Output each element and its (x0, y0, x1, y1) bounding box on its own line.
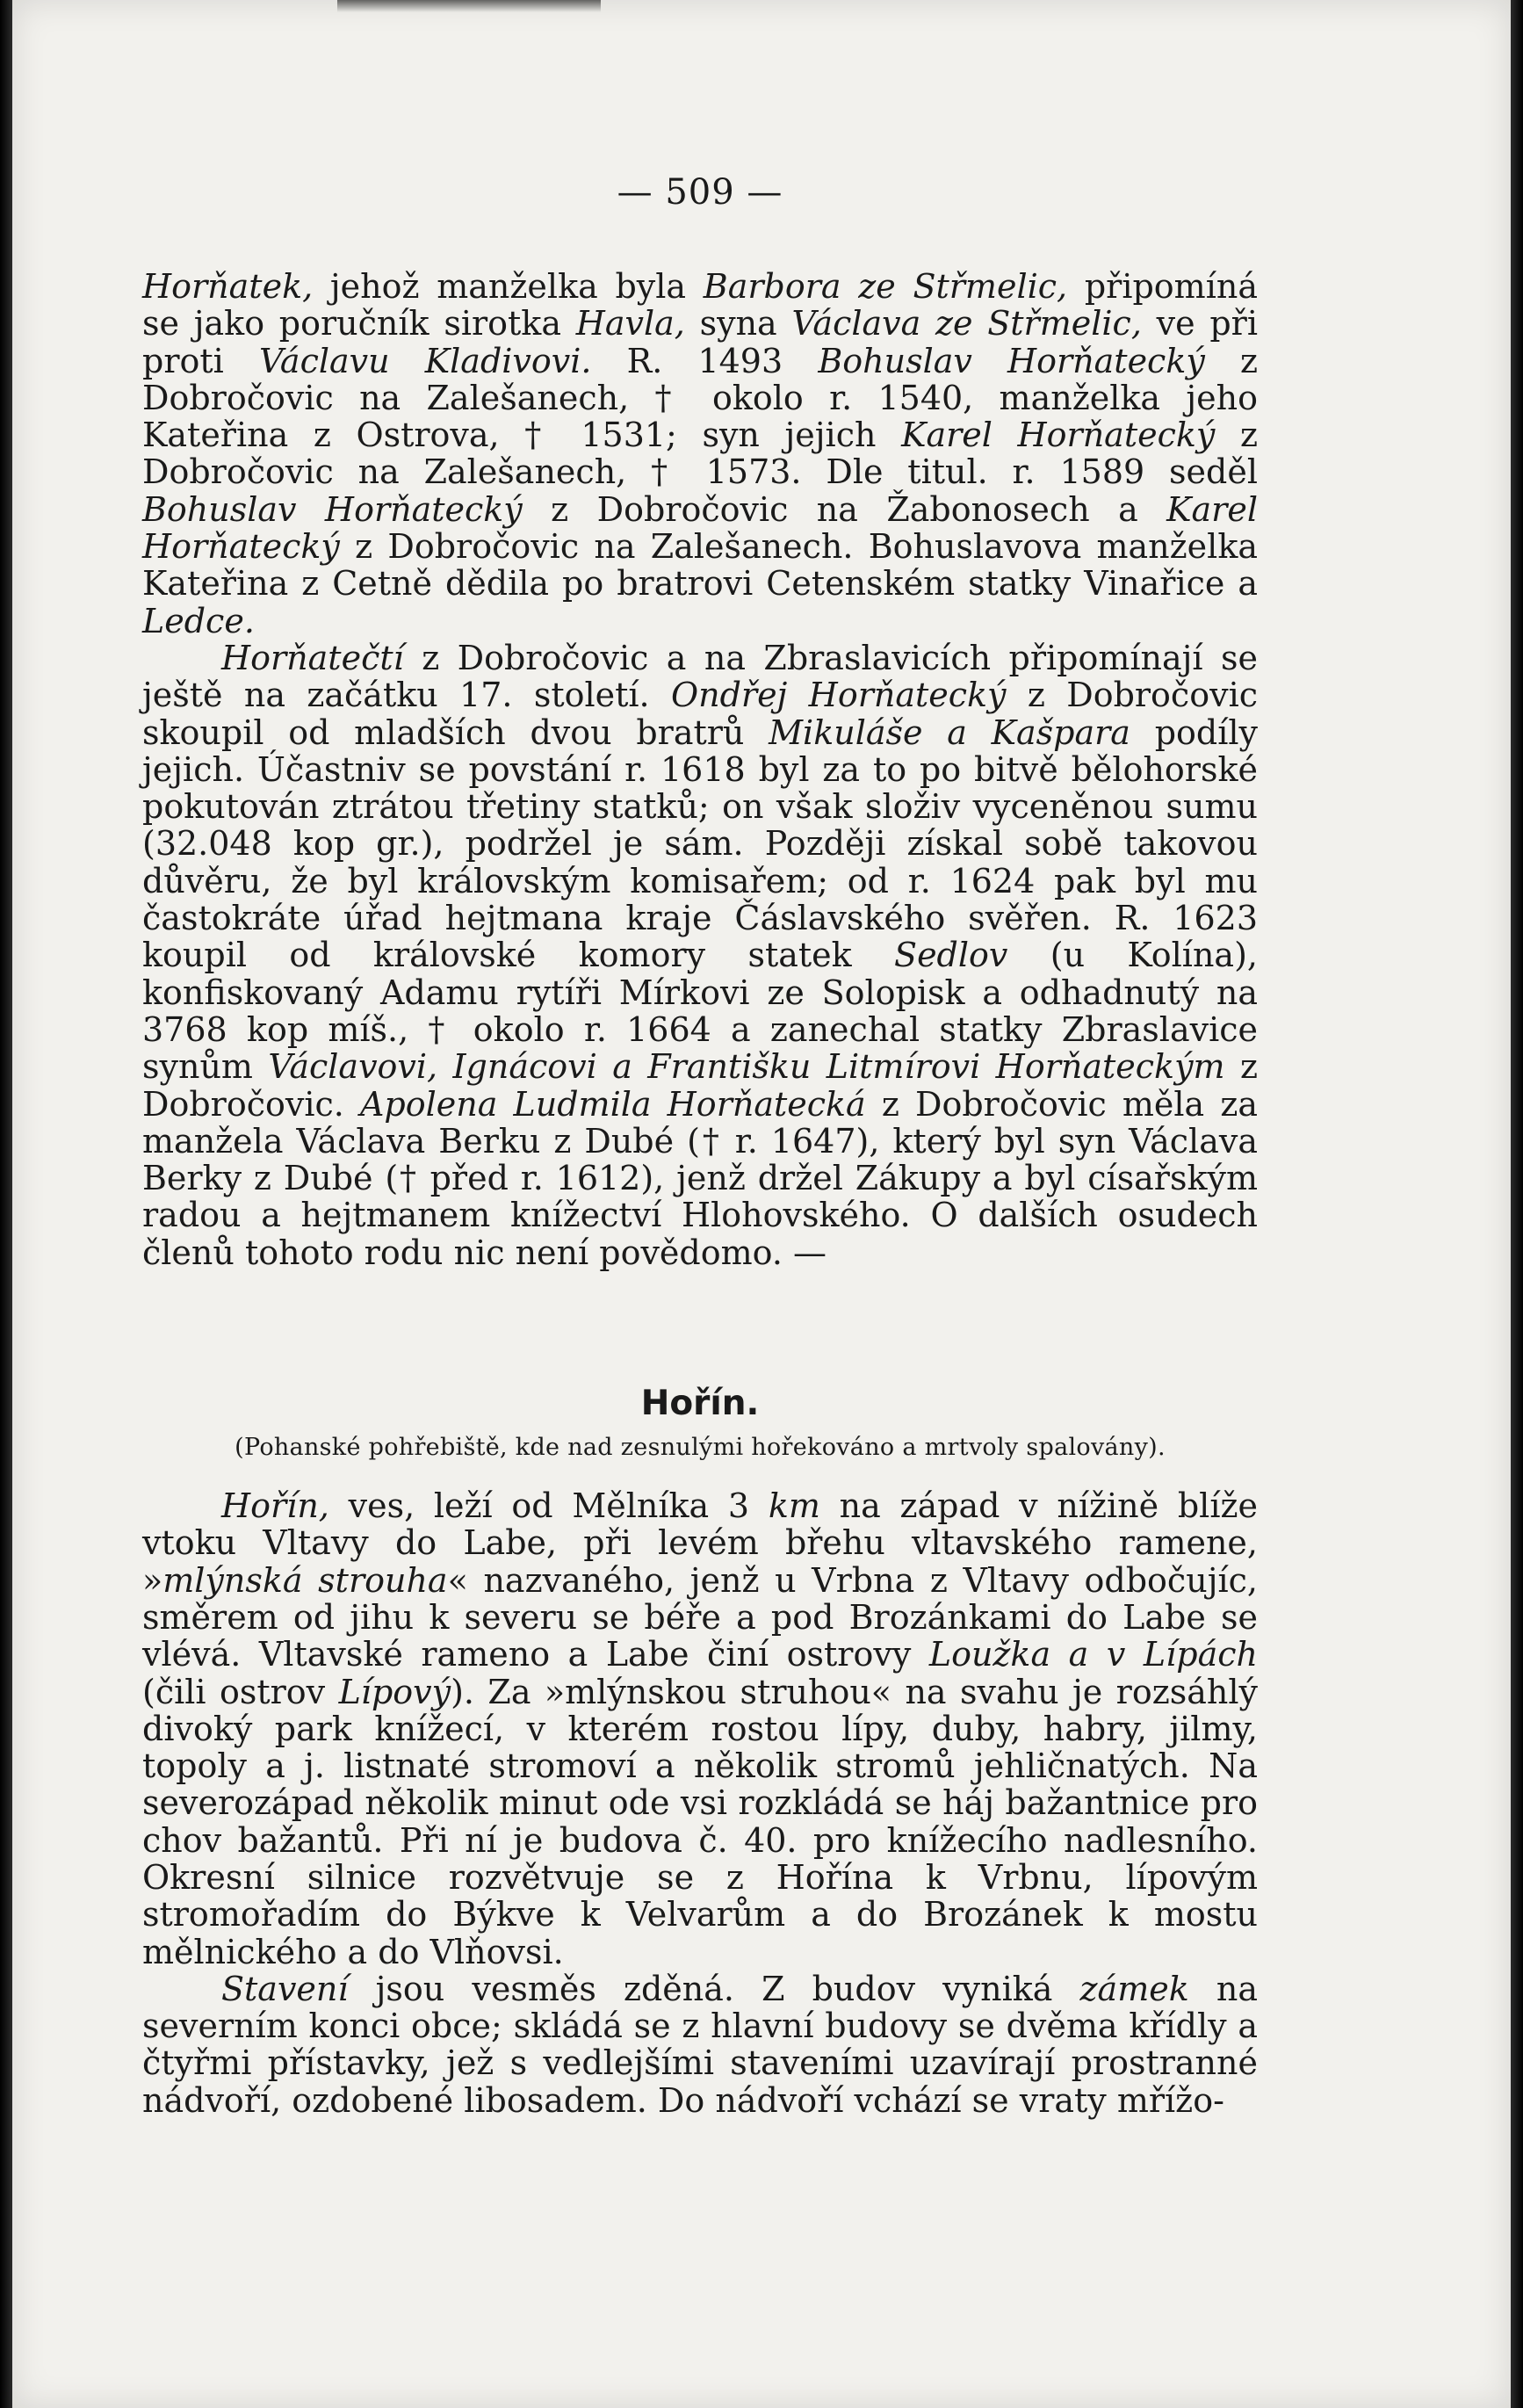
text-span: (u Kolína), konfiskovaný Adamu rytíři Mírkovi ze Solopisk a odhadnutý na 3768 kop míš., † okolo r. 1664 a zanechal statky Zbraslavice synům (142, 936, 1258, 1087)
italic-name-span: mlýnská strouha (162, 1560, 448, 1600)
page-number: — 509 — (617, 172, 783, 213)
paragraphs-bottom (142, 1487, 1258, 2119)
text-span: jsou vesměs zděná. Z budov vyniká (348, 1969, 1080, 2008)
text-span: (čili ostrov (142, 1672, 339, 1711)
paragraphs-top (142, 268, 1258, 1271)
italic-name-span: Loužka a v Lípách (928, 1635, 1258, 1674)
italic-name-span: Karel Horňatecký (142, 489, 1258, 567)
text-span: ve při proti (142, 304, 1258, 380)
paragraph-p4 (142, 1971, 1258, 2119)
text-span: z Dobročovic na Zalešanech. Bohuslavova manželka Kateřina z Cetně dědila po bratrovi Cetenském statky Vinařice a (142, 527, 1258, 604)
italic-name-span: Horňatek, (142, 267, 314, 306)
text-span: ). Za »mlýnskou struhou« na svahu je rozsáhlý divoký park knížecí, v kterém rostou lípy, duby, habry, jilmy, topoly a j. listnaté stromoví a několik stromů jehličnatých. Na severozápad několik minut ode vsi rozkládá se háj bažantnice pro chov bažantů. Při ní je budova č. 40. pro knížecího nadlesního. Okresní silnice rozvětvuje se z Hořína k Vrbnu, lípovým stromořadím do Býkve k Velvarům a do Brozánek k mostu mělnického a do Vlňovsi. (142, 1672, 1258, 1971)
section-subtitle: (Pohanské pohřebiště, kde nad zesnulými hořekováno a mrtvoly spalovány). (235, 1434, 1166, 1462)
italic-name-span: Karel Horňatecký (901, 416, 1216, 455)
italic-name-span: Václavovi, Ignácovi a Františku Litmírovi Horňateckým (268, 1047, 1225, 1087)
text-span: jehož manželka byla (313, 267, 704, 306)
paragraph-p3 (142, 1487, 1258, 1971)
text-span: z Dobročovic. (142, 1047, 1259, 1124)
italic-name-span: Barbora ze Střmelic, (703, 267, 1068, 306)
italic-name-span: Mikuláše a Kašpara (769, 712, 1130, 752)
text-span: syna (684, 304, 792, 343)
italic-name-span: Ledce. (142, 601, 255, 640)
italic-name-span: km (768, 1486, 820, 1526)
text-span: z Dobročovic na Zalešanech, † 1573. Dle titul. r. 1589 seděl (142, 416, 1258, 492)
scan-smudge (337, 0, 601, 12)
text-span: « nazvaného, jenž u Vrbna z Vltavy odbočujíc, směrem od jihu k severu se béře a pod Brozánkami do Labe se vlévá. Vltavské rameno a Labe činí ostrovy (142, 1560, 1258, 1674)
text-span: ves, leží od Mělníka 3 (328, 1486, 769, 1526)
italic-name-span: Václavu Kladivovi. (258, 341, 592, 380)
paragraph-p2 (142, 640, 1258, 1271)
paragraph-p1 (142, 268, 1258, 640)
text-span: R. 1493 (591, 341, 819, 380)
italic-name-span: Ondřej Horňatecký (670, 676, 1007, 715)
italic-name-span: Horňatečtí (221, 638, 404, 677)
scan-left-edge (0, 0, 12, 2408)
text-span: na západ v nížině blíže vtoku Vltavy do Labe, při levém břehu vltavského ramene, » (142, 1486, 1258, 1600)
italic-name-span: Lípový (338, 1672, 451, 1711)
text-span: na severním konci obce; skládá se z hlavní budovy se dvěma křídly a čtyřmi přístavky, jež s vedlejšími staveními uzavírají prostranné nádvoří, ozdobené libosadem. Do nádvoří vchází se vraty mřížo- (142, 1969, 1258, 2120)
text-span: z Dobročovic skoupil od mladších dvou bratrů (142, 676, 1258, 752)
text-span: z Dobročovic na Zalešanech, † okolo r. 1540, manželka jeho Kateřina z Ostrova, † 1531; syn jejich (142, 341, 1259, 455)
text-span: z Dobročovic na Žabonosech a (522, 489, 1167, 529)
page-content (142, 171, 1258, 2119)
italic-name-span: Bohuslav Horňatecký (818, 341, 1205, 380)
italic-name-span: Václava ze Střmelic, (791, 304, 1142, 343)
text-span: z Dobročovic měla za manžela Václava Berku z Dubé († r. 1647), který byl syn Václava Berky z Dubé († před r. 1612), jenž držel Zákupy a byl císařským radou a hejtmanem knížectví Hlohovského. O dalších osudech členů tohoto rodu nic není povědomo. — (142, 1084, 1259, 1272)
italic-name-span: Sedlov (894, 936, 1008, 975)
italic-name-span: Apolena Ludmila Horňatecká (359, 1084, 866, 1124)
text-span: z Dobročovic a na Zbraslavicích připomínají se ještě na začátku 17. století. (142, 638, 1258, 715)
text-span: podíly jejich. Účastniv se povstání r. 1618 byl za to po bitvě bělohorské pokutován ztrátou třetiny statků; on však složiv vyceněnou sumu (32.048 kop gr.), podržel je sám. Později získal sobě takovou důvěru, že byl královským komisařem; od r. 1624 pak byl mu častokráte úřad hejtmana kraje Čáslavského svěřen. R. 1623 koupil od královské komory statek (142, 712, 1258, 975)
italic-name-span: Stavení (221, 1969, 349, 2008)
italic-name-span: Havla, (575, 304, 685, 343)
scan-right-edge (1511, 0, 1523, 2408)
text-span: připomíná se jako poručník sirotka (142, 267, 1258, 343)
section-heading: Hořín. (640, 1384, 760, 1424)
italic-name-span: Hořín, (221, 1486, 329, 1526)
italic-name-span: zámek (1079, 1969, 1189, 2008)
italic-name-span: Bohuslav Horňatecký (142, 489, 523, 529)
